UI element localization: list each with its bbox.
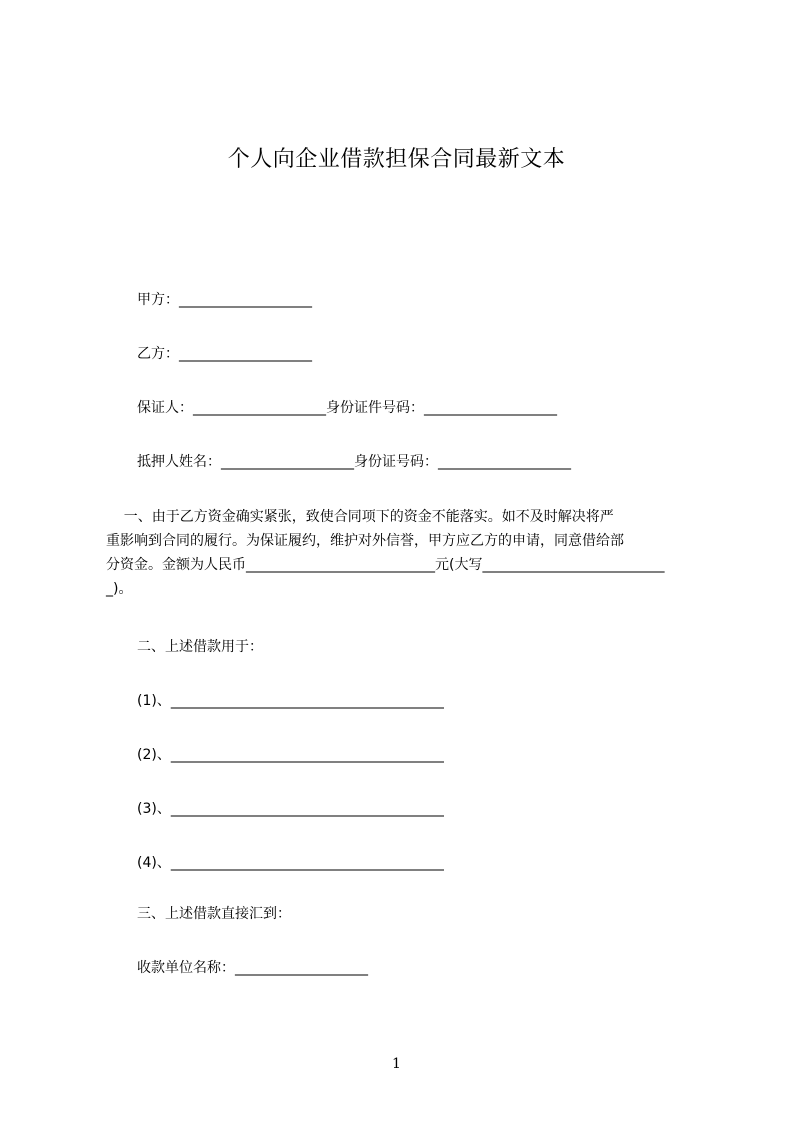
guarantor-line: 保证人：___________________身份证件号码：___________________ [137,400,557,416]
clause-1-line: 一、由于乙方资金确实紧张，致使合同项下的资金不能落实。如不及时解决将严 [106,509,614,525]
clause-3-heading: 三、上述借款直接汇到： [137,906,291,922]
clause-1-line: _)。 [106,581,133,597]
usage-item: (4)、_______________________________________ [137,855,444,871]
document-title: 个人向企业借款担保合同最新文本 [227,147,566,172]
clause-1-line: 分资金。金额为人民币___________________________元(大写__________________________ [106,557,665,573]
page-number: 1 [392,1056,401,1072]
party-b-line: 乙方：___________________ [137,346,312,362]
usage-item: (1)、_______________________________________ [137,693,444,709]
clause-1-line: 重影响到合同的履行。为保证履约，维护对外信誉，甲方应乙方的申请，同意借给部 [106,533,624,549]
clause-1-paragraph [106,505,700,601]
clause-2-heading: 二、上述借款用于： [137,639,263,655]
payee-name-line: 收款单位名称：___________________ [137,960,368,976]
usage-item: (2)、_______________________________________ [137,747,444,763]
mortgagor-line: 抵押人姓名：___________________身份证号码：___________________ [137,454,571,470]
usage-item: (3)、_______________________________________ [137,801,444,817]
party-a-line: 甲方：___________________ [137,292,312,308]
